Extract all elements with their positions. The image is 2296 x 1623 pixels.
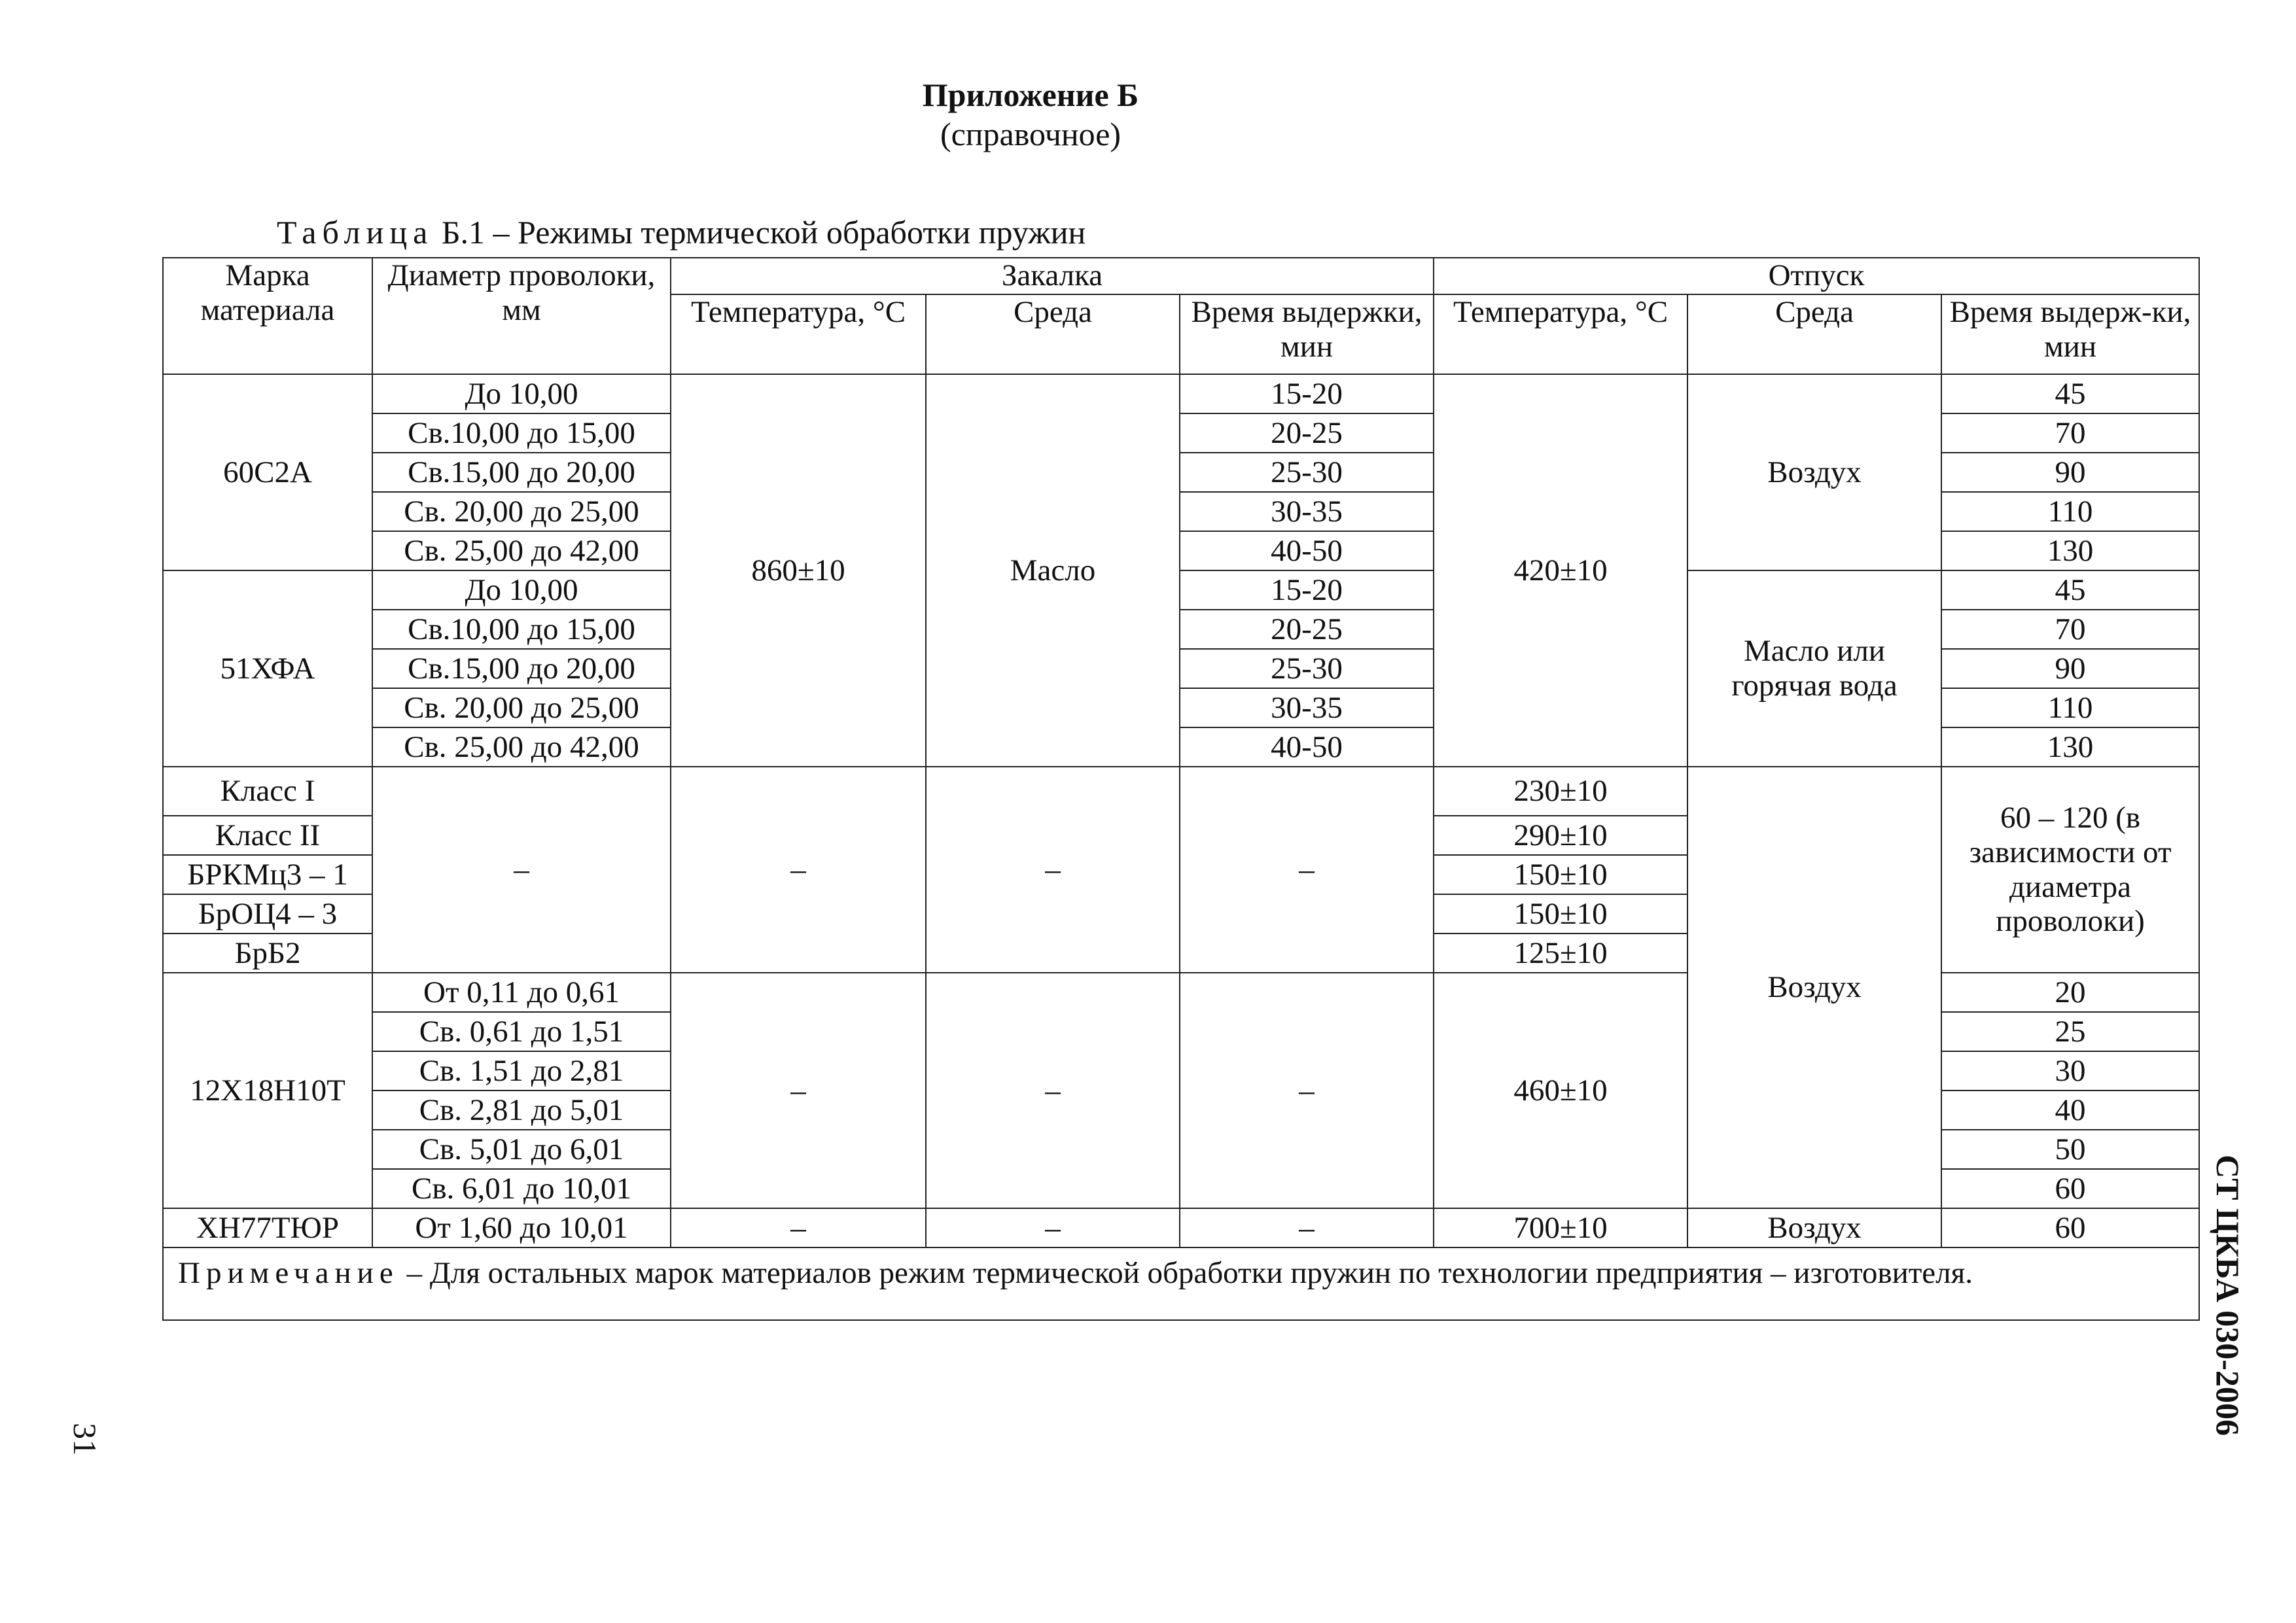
diameter-cell: От 0,11 до 0,61 — [372, 973, 671, 1012]
header-quench: Закалка — [671, 258, 1434, 294]
temper-time-cell: 110 — [1941, 688, 2199, 727]
temper-time-cell: 90 — [1941, 649, 2199, 688]
temper-time-cell: 20 — [1941, 973, 2199, 1012]
quench-time-cell: 25-30 — [1180, 649, 1434, 688]
quench-time-cell: 25-30 — [1180, 453, 1434, 492]
diameter-cell: Св. 1,51 до 2,81 — [372, 1051, 671, 1091]
temper-time-cell: 50 — [1941, 1130, 2199, 1169]
quench-time-cell: 40-50 — [1180, 531, 1434, 570]
quench-time-cell: 15-20 — [1180, 374, 1434, 413]
note-text: – Для остальных марок материалов режим термической обработки пружин по технологии предприятия – изготовителя. — [398, 1256, 1973, 1290]
diameter-cell: Св. 6,01 до 10,01 — [372, 1169, 671, 1208]
diameter-cell: – — [372, 767, 671, 973]
quench-time-cell: 20-25 — [1180, 413, 1434, 453]
quench-time-cell: 30-35 — [1180, 492, 1434, 531]
diameter-cell: Св. 25,00 до 42,00 — [372, 531, 671, 570]
header-quench-temperature: Температура, °С — [671, 294, 926, 374]
temper-temperature-cell: 150±10 — [1434, 855, 1687, 894]
heat-treatment-table — [162, 257, 2200, 1321]
header-temper: Отпуск — [1434, 258, 2199, 294]
table-note — [163, 1248, 2199, 1320]
diameter-cell: От 1,60 до 10,01 — [372, 1208, 671, 1248]
quench-medium-cell: – — [926, 973, 1180, 1208]
diameter-cell: Св.15,00 до 20,00 — [372, 453, 671, 492]
header-temper-temperature: Температура, °С — [1434, 294, 1687, 374]
temper-temperature-cell: 460±10 — [1434, 973, 1687, 1208]
temper-time-cell: 45 — [1941, 570, 2199, 610]
quench-time-cell: 30-35 — [1180, 688, 1434, 727]
material-cell: 12Х18Н10Т — [163, 973, 372, 1208]
diameter-cell: Св. 20,00 до 25,00 — [372, 688, 671, 727]
quench-time-cell: 15-20 — [1180, 570, 1434, 610]
note-prefix: Примечание — [178, 1256, 399, 1290]
temper-time-cell: 70 — [1941, 413, 2199, 453]
table-caption-text: Б.1 – Режимы термической обработки пружин — [441, 214, 1086, 251]
diameter-cell: До 10,00 — [372, 570, 671, 610]
diameter-cell: Св.10,00 до 15,00 — [372, 413, 671, 453]
quench-temperature-cell: 860±10 — [671, 374, 926, 767]
temper-medium-cell: Воздух — [1687, 767, 1941, 1208]
quench-medium-cell: – — [926, 1208, 1180, 1248]
temper-temperature-cell: 420±10 — [1434, 374, 1687, 767]
page-number: 31 — [67, 1423, 103, 1456]
temper-time-cell: 60 – 120 (в зависимости от диаметра проволоки) — [1941, 767, 2199, 973]
quench-temperature-cell: – — [671, 973, 926, 1208]
temper-time-cell: 70 — [1941, 610, 2199, 649]
document-code: СТ ЦКБА 030-2006 — [2210, 1155, 2246, 1436]
temper-time-cell: 45 — [1941, 374, 2199, 413]
table-caption-prefix: Таблица — [277, 214, 434, 251]
quench-time-cell: 40-50 — [1180, 727, 1434, 767]
temper-time-cell: 30 — [1941, 1051, 2199, 1091]
quench-time-cell: – — [1180, 767, 1434, 973]
material-cell: ХН77ТЮР — [163, 1208, 372, 1248]
temper-medium-cell: Масло или горячая вода — [1687, 570, 1941, 767]
material-cell: БРКМц3 – 1 — [163, 855, 372, 894]
quench-medium-cell: – — [926, 767, 1180, 973]
material-cell: 60С2А — [163, 374, 372, 570]
diameter-cell: Св. 25,00 до 42,00 — [372, 727, 671, 767]
quench-temperature-cell: – — [671, 1208, 926, 1248]
material-cell: БрБ2 — [163, 934, 372, 973]
material-cell: Класс I — [163, 767, 372, 816]
temper-temperature-cell: 150±10 — [1434, 894, 1687, 934]
diameter-cell: Св. 2,81 до 5,01 — [372, 1091, 671, 1130]
header-temper-time: Время выдерж-ки, мин — [1941, 294, 2199, 374]
quench-temperature-cell: – — [671, 767, 926, 973]
quench-time-cell: – — [1180, 973, 1434, 1208]
temper-time-cell: 25 — [1941, 1012, 2199, 1051]
temper-temperature-cell: 290±10 — [1434, 816, 1687, 855]
temper-time-cell: 60 — [1941, 1169, 2199, 1208]
appendix-subtitle: (справочное) — [940, 116, 1122, 152]
temper-temperature-cell: 700±10 — [1434, 1208, 1687, 1248]
header-temper-medium: Среда — [1687, 294, 1941, 374]
temper-temperature-cell: 125±10 — [1434, 934, 1687, 973]
quench-time-cell: 20-25 — [1180, 610, 1434, 649]
temper-medium-cell: Воздух — [1687, 374, 1941, 570]
temper-time-cell: 130 — [1941, 727, 2199, 767]
temper-temperature-cell: 230±10 — [1434, 767, 1687, 816]
material-cell: Класс II — [163, 816, 372, 855]
header-quench-medium: Среда — [926, 294, 1180, 374]
diameter-cell: Св. 20,00 до 25,00 — [372, 492, 671, 531]
quench-time-cell: – — [1180, 1208, 1434, 1248]
temper-medium-cell: Воздух — [1687, 1208, 1941, 1248]
temper-time-cell: 60 — [1941, 1208, 2199, 1248]
appendix-title: Приложение Б — [922, 77, 1139, 113]
diameter-cell: Св.15,00 до 20,00 — [372, 649, 671, 688]
header-material: Марка материала — [163, 258, 372, 374]
diameter-cell: Св. 5,01 до 6,01 — [372, 1130, 671, 1169]
temper-time-cell: 90 — [1941, 453, 2199, 492]
diameter-cell: До 10,00 — [372, 374, 671, 413]
diameter-cell: Св. 0,61 до 1,51 — [372, 1012, 671, 1051]
material-cell: БрОЦ4 – 3 — [163, 894, 372, 934]
temper-time-cell: 110 — [1941, 492, 2199, 531]
material-cell: 51ХФА — [163, 570, 372, 767]
table-caption — [277, 216, 1086, 249]
temper-time-cell: 40 — [1941, 1091, 2199, 1130]
temper-time-cell: 130 — [1941, 531, 2199, 570]
quench-medium-cell: Масло — [926, 374, 1180, 767]
diameter-cell: Св.10,00 до 15,00 — [372, 610, 671, 649]
header-quench-time: Время выдержки, мин — [1180, 294, 1434, 374]
header-diameter: Диаметр проволоки, мм — [372, 258, 671, 374]
